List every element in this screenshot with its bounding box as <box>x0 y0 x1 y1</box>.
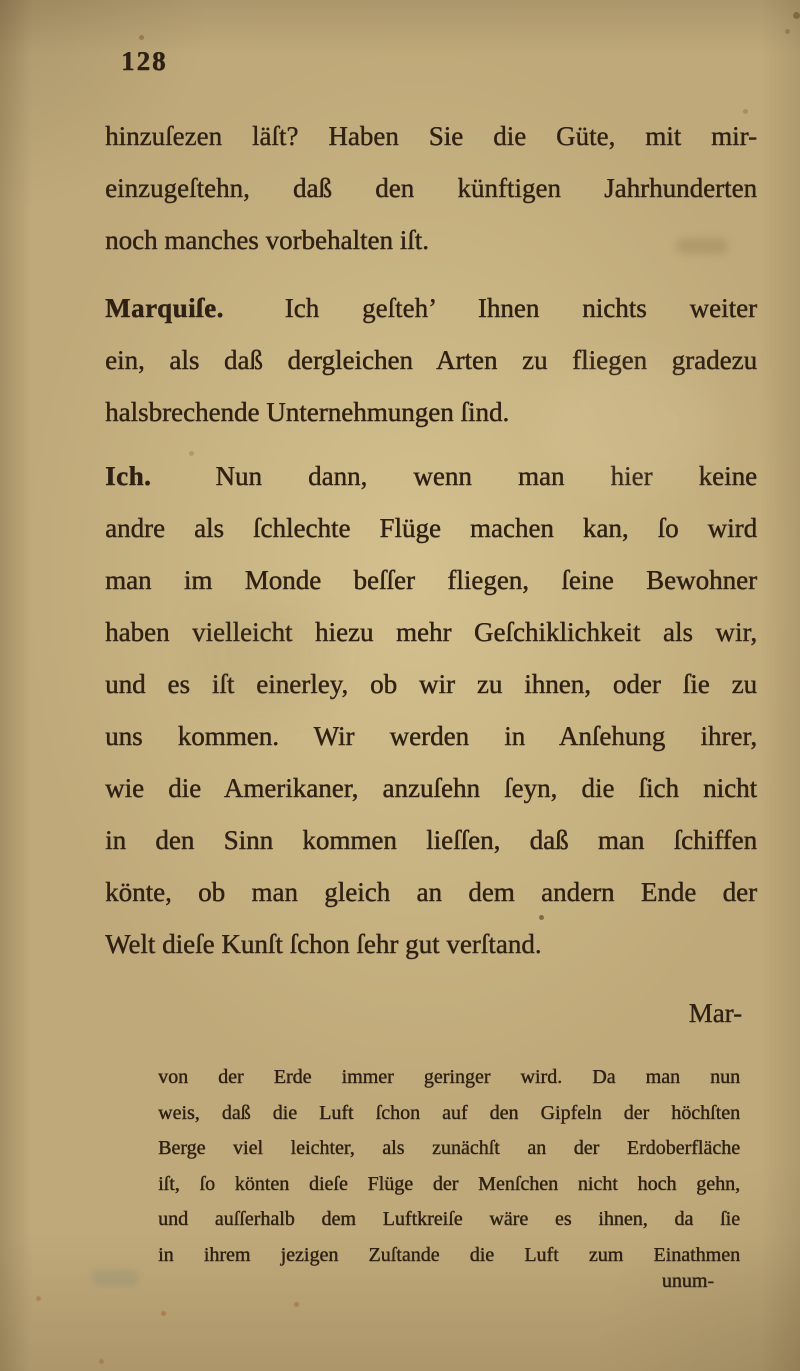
footnote-line: von der Erde immer geringer wird. Da man nun <box>158 1066 740 1088</box>
speaker-name-ich: Ich. <box>105 461 152 491</box>
text-line: und es iſt einerley, ob wir zu ihnen, oder ſie zu <box>105 669 757 699</box>
footnote-line: weis, daß die Luft ſchon auf den Gipfeln der höchſten <box>158 1101 740 1124</box>
text-line: man im Monde beſſer fliegen, ſeine Bewohner <box>105 565 757 595</box>
text-line: uns kommen. Wir werden in Anſehung ihrer, <box>105 721 757 751</box>
paper-smudge <box>92 1270 138 1286</box>
text-line: wie die Amerikaner, anzuſehn ſeyn, die ſich nicht <box>105 773 757 803</box>
text-line: könte, ob man gleich an dem andern Ende der <box>105 877 757 907</box>
text-line <box>105 450 757 502</box>
speech-text: Ich geſteh’ Ihnen nichts weiter <box>284 293 757 323</box>
text-line <box>105 282 757 334</box>
footnote-line: Berge viel leichter, als zunächſt an der Erdoberfläche <box>158 1137 740 1159</box>
paragraph-ich <box>105 450 757 970</box>
catchword-footnote: unum- <box>661 1270 714 1292</box>
text-line: haben vielleicht hiezu mehr Geſchiklichkeit als wir, <box>105 617 757 647</box>
text-line: einzugeſtehn, daß den künftigen Jahrhunderten <box>105 173 757 203</box>
footnote-block <box>158 1060 740 1273</box>
footnote-line: iſt, ſo könten dieſe Flüge der Menſchen nicht hoch gehn, <box>158 1172 740 1195</box>
paragraph-continuation <box>105 110 757 266</box>
paragraph-marquise <box>105 282 757 438</box>
text-line: halsbrechende Unternehmungen ſind. <box>105 397 510 427</box>
footnote-line: in ihrem jezigen Zuſtande die Luft zum Einathmen <box>158 1243 740 1266</box>
page-number: 128 <box>121 46 168 76</box>
text-line: in den Sinn kommen lieſſen, daß man ſchiffen <box>105 825 757 855</box>
text-line: hinzuſezen läſt? Haben Sie die Güte, mit mir- <box>105 121 757 151</box>
speech-text: Nun dann, wenn man hier keine <box>215 461 758 491</box>
text-line: noch manches vorbehalten iſt. <box>105 225 429 255</box>
paper-stains <box>0 0 3 3</box>
catchword-main: Mar- <box>688 998 742 1028</box>
main-text-block <box>105 110 757 970</box>
text-line: ein, als daß dergleichen Arten zu fliegen gradezu <box>105 345 757 375</box>
footnote-line: und auſſerhalb dem Luftkreiſe wäre es ihnen, da ſie <box>158 1208 740 1230</box>
text-line: Welt dieſe Kunſt ſchon ſehr gut verſtand. <box>105 929 542 959</box>
speaker-name-marquise: Marquiſe. <box>105 293 224 323</box>
text-line: andre als ſchlechte Flüge machen kan, ſo wird <box>105 513 757 543</box>
